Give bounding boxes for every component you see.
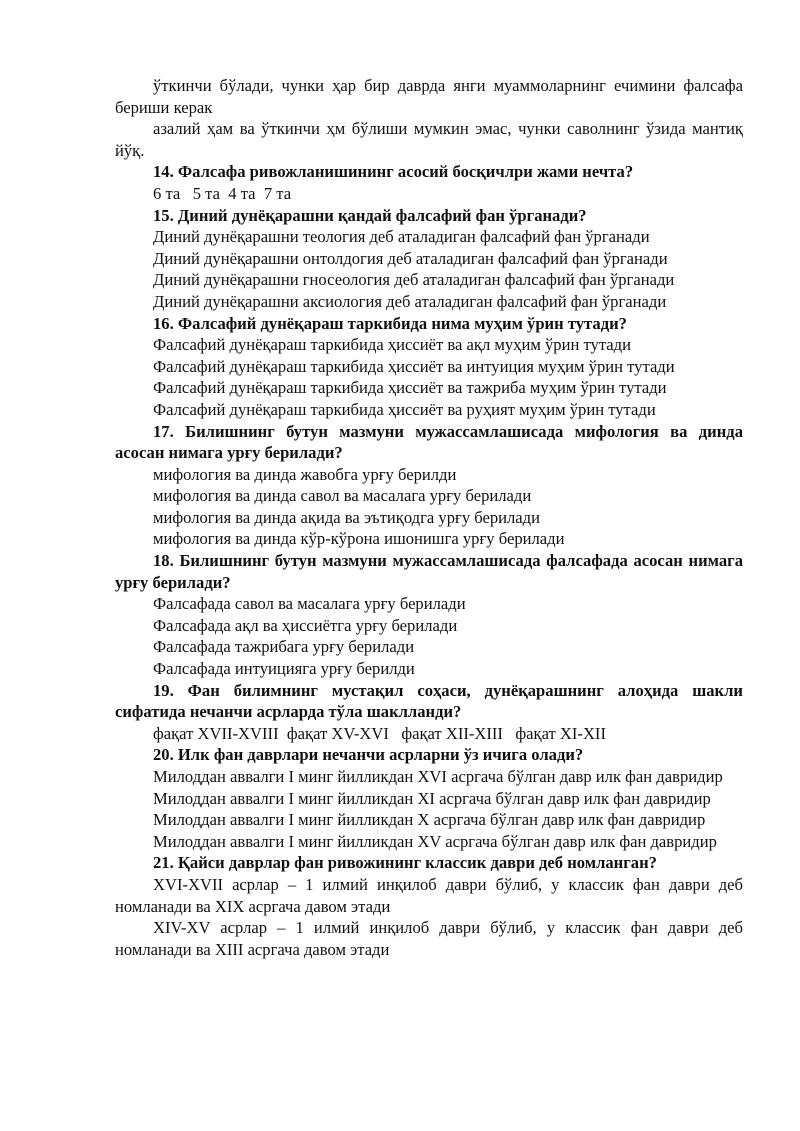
question-18: 18. Билишнинг бутун мазмуни мужассамлашисада фалсафада асосан нимага урғу берилади? [115,551,743,592]
answer-option: мифология ва динда ақида ва эътиқодга урғу берилади [153,507,540,527]
answer-option: XIV-XV асрлар – 1 илмий инқилоб даври бўлиб, у классик фан даври деб номланади ва XIII асргача давом этади [115,918,743,959]
answer-option: Милоддан аввалги I минг йилликдан XI асргача бўлган давр илк фан давридир [153,788,711,808]
question-17: 17. Билишнинг бутун мазмуни мужассамлашисада мифология ва динда асосан нимага урғу берилади? [115,421,743,463]
answer-options: фақат XVII-XVIII фақат XV-XVI фақат XII-XIII фақат XI-XII [153,723,606,743]
question-16: 16. Фалсафий дунёқараш таркибида нима муҳим ўрин тутади? [153,313,627,333]
answer-option: Диний дунёқарашни гносеология деб аталадиган фалсафий фан ўрганади [153,270,675,290]
intro-paragraph: азалий ҳам ва ўткинчи ҳм бўлиши мумкин эмас, чунки саволнинг ўзида мантиқ йўқ. [115,119,743,160]
question-19: 19. Фан билимнинг мустақил соҳаси, дунёқарашнинг алоҳида шакли сифатида нечанчи асрларда тўла шаклланди? [115,680,743,722]
answer-option: Милоддан аввалги I минг йилликдан XV асргача бўлган давр илк фан давридир [153,831,717,851]
answer-option: Фалсафий дунёқараш таркибида ҳиссиёт ва ақл муҳим ўрин тутади [153,335,631,355]
answer-option: Диний дунёқарашни онтолдогия деб аталадиган фалсафий фан ўрганади [153,248,668,268]
answer-option: Милоддан аввалги I минг йилликдан X асргача бўлган давр илк фан давридир [153,810,706,830]
answer-option: XVI-XVII асрлар – 1 илмий инқилоб даври бўлиб, у классик фан даври деб номланади ва XIX асргача давом этади [115,874,743,916]
answer-option: мифология ва динда кўр-кўрона ишонишга урғу берилади [153,529,565,549]
answer-option: мифология ва динда савол ва масалага урғу берилади [153,486,532,506]
answer-option: Диний дунёқарашни аксиология деб аталадиган фалсафий фан ўрганади [153,291,667,311]
answer-option: Фалсафада ақл ва ҳиссиётга урғу берилади [153,615,458,635]
answer-option: Фалсафада савол ва масалага урғу берилади [153,594,466,614]
document-page [115,75,743,960]
answer-option: Фалсафада интуицияга урғу берилди [153,659,415,679]
answer-option: Диний дунёқарашни теология деб аталадиган фалсафий фан ўрганади [153,227,650,247]
answer-options: 6 та 5 та 4 та 7 та [153,183,292,203]
question-21: 21. Қайси даврлар фан ривожининг классик даври деб номланган? [153,853,657,873]
question-14: 14. Фалсафа ривожланишининг асосий босқичлри жами нечта? [153,162,634,182]
answer-option: Милоддан аввалги I минг йилликдан XVI асргача бўлган давр илк фан давридир [153,767,723,786]
answer-option: Фалсафий дунёқараш таркибида ҳиссиёт ва интуиция муҳим ўрин тутади [153,356,675,376]
answer-option: мифология ва динда жавобга урғу берилди [153,464,457,484]
question-20: 20. Илк фан даврлари нечанчи асрларни ўз ичига олади? [153,745,584,765]
answer-option: Фалсафада тажрибага урғу берилади [153,637,415,657]
answer-option: Фалсафий дунёқараш таркибида ҳиссиёт ва тажриба муҳим ўрин тутади [153,378,667,398]
question-15: 15. Диний дунёқарашни қандай фалсафий фан ўрганади? [153,205,587,225]
intro-paragraph: ўткинчи бўлади, чунки ҳар бир даврда янги муаммоларнинг ечимини фалсафа бериши керак [115,76,743,117]
answer-option: Фалсафий дунёқараш таркибида ҳиссиёт ва руҳият муҳим ўрин тутади [153,399,656,419]
